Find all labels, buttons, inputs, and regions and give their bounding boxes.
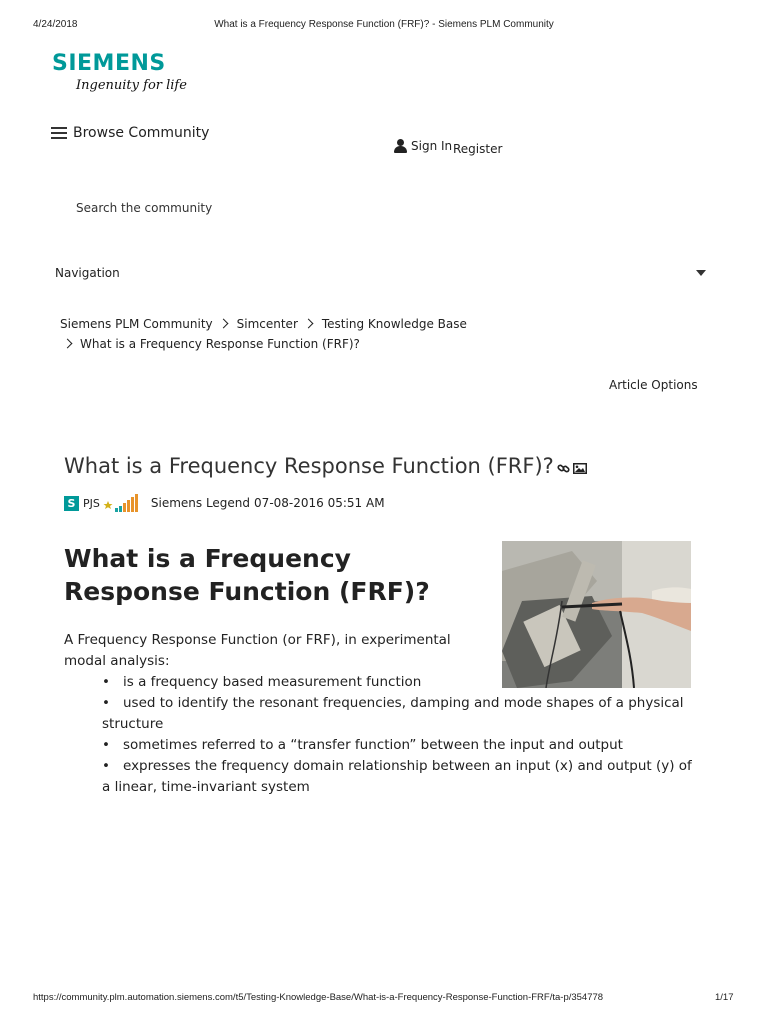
- page-title-text: What is a Frequency Response Function (FRF)?: [64, 454, 554, 478]
- author-avatar[interactable]: S: [64, 496, 79, 511]
- user-icon: [394, 139, 407, 153]
- page-title: [64, 454, 587, 478]
- breadcrumb-item[interactable]: Testing Knowledge Base: [321, 316, 467, 331]
- breadcrumb-item[interactable]: Siemens PLM Community: [60, 316, 213, 331]
- image-icon[interactable]: [573, 463, 587, 474]
- chevron-right-icon: [63, 339, 73, 349]
- search-input[interactable]: Search the community: [76, 201, 213, 215]
- link-icon[interactable]: [557, 463, 570, 474]
- list-item: • expresses the frequency domain relationship between an input (x) and output (y) of a linear, time-invariant system: [102, 758, 692, 795]
- print-page-number: 1/17: [715, 992, 734, 1003]
- article-body: [64, 630, 694, 798]
- caret-down-icon: [696, 270, 706, 276]
- article-intro: A Frequency Response Function (or FRF), in experimental modal analysis:: [64, 632, 451, 669]
- print-date: 4/24/2018: [33, 19, 78, 30]
- list-item: • sometimes referred to a “transfer function” between the input and output: [102, 737, 623, 753]
- print-url: https://community.plm.automation.siemens.com/t5/Testing-Knowledge-Base/What-is-a-Frequency-Response-Function-FRF/ta-p/354778: [33, 992, 604, 1003]
- list-item: • used to identify the resonant frequencies, damping and mode shapes of a physical structure: [102, 695, 684, 732]
- rank-icon: [103, 493, 147, 513]
- brand-name: SIEMENS: [52, 51, 166, 76]
- sign-in-link[interactable]: [394, 139, 452, 153]
- browse-community-button[interactable]: [51, 125, 209, 141]
- print-title: What is a Frequency Response Function (FRF)? - Siemens PLM Community: [214, 19, 554, 30]
- list-item: • is a frequency based measurement function: [102, 674, 422, 690]
- author-line: [64, 493, 385, 513]
- breadcrumb-item[interactable]: Simcenter: [236, 316, 298, 331]
- article-heading: What is a Frequency Response Function (FRF)?: [64, 544, 430, 606]
- chevron-right-icon: [218, 319, 228, 329]
- browse-community-label: Browse Community: [73, 125, 210, 141]
- navigation-dropdown[interactable]: [55, 266, 706, 280]
- sign-in-label: Sign In: [411, 139, 453, 153]
- chevron-right-icon: [303, 319, 313, 329]
- article-options-button[interactable]: Article Options: [609, 378, 698, 392]
- author-name[interactable]: PJS: [83, 496, 100, 510]
- hamburger-icon: [51, 127, 67, 139]
- print-header: [0, 19, 768, 33]
- siemens-logo[interactable]: [52, 52, 187, 93]
- article-bullets: [102, 672, 692, 798]
- brand-tagline: Ingenuity for life: [76, 78, 187, 93]
- navigation-label: Navigation: [55, 266, 120, 280]
- breadcrumb: [60, 315, 467, 352]
- author-rank: Siemens Legend: [150, 496, 251, 510]
- register-link[interactable]: Register: [453, 142, 503, 156]
- post-datetime: 07-08-2016 05:51 AM: [254, 496, 385, 510]
- breadcrumb-current: What is a Frequency Response Function (FRF)?: [80, 336, 360, 351]
